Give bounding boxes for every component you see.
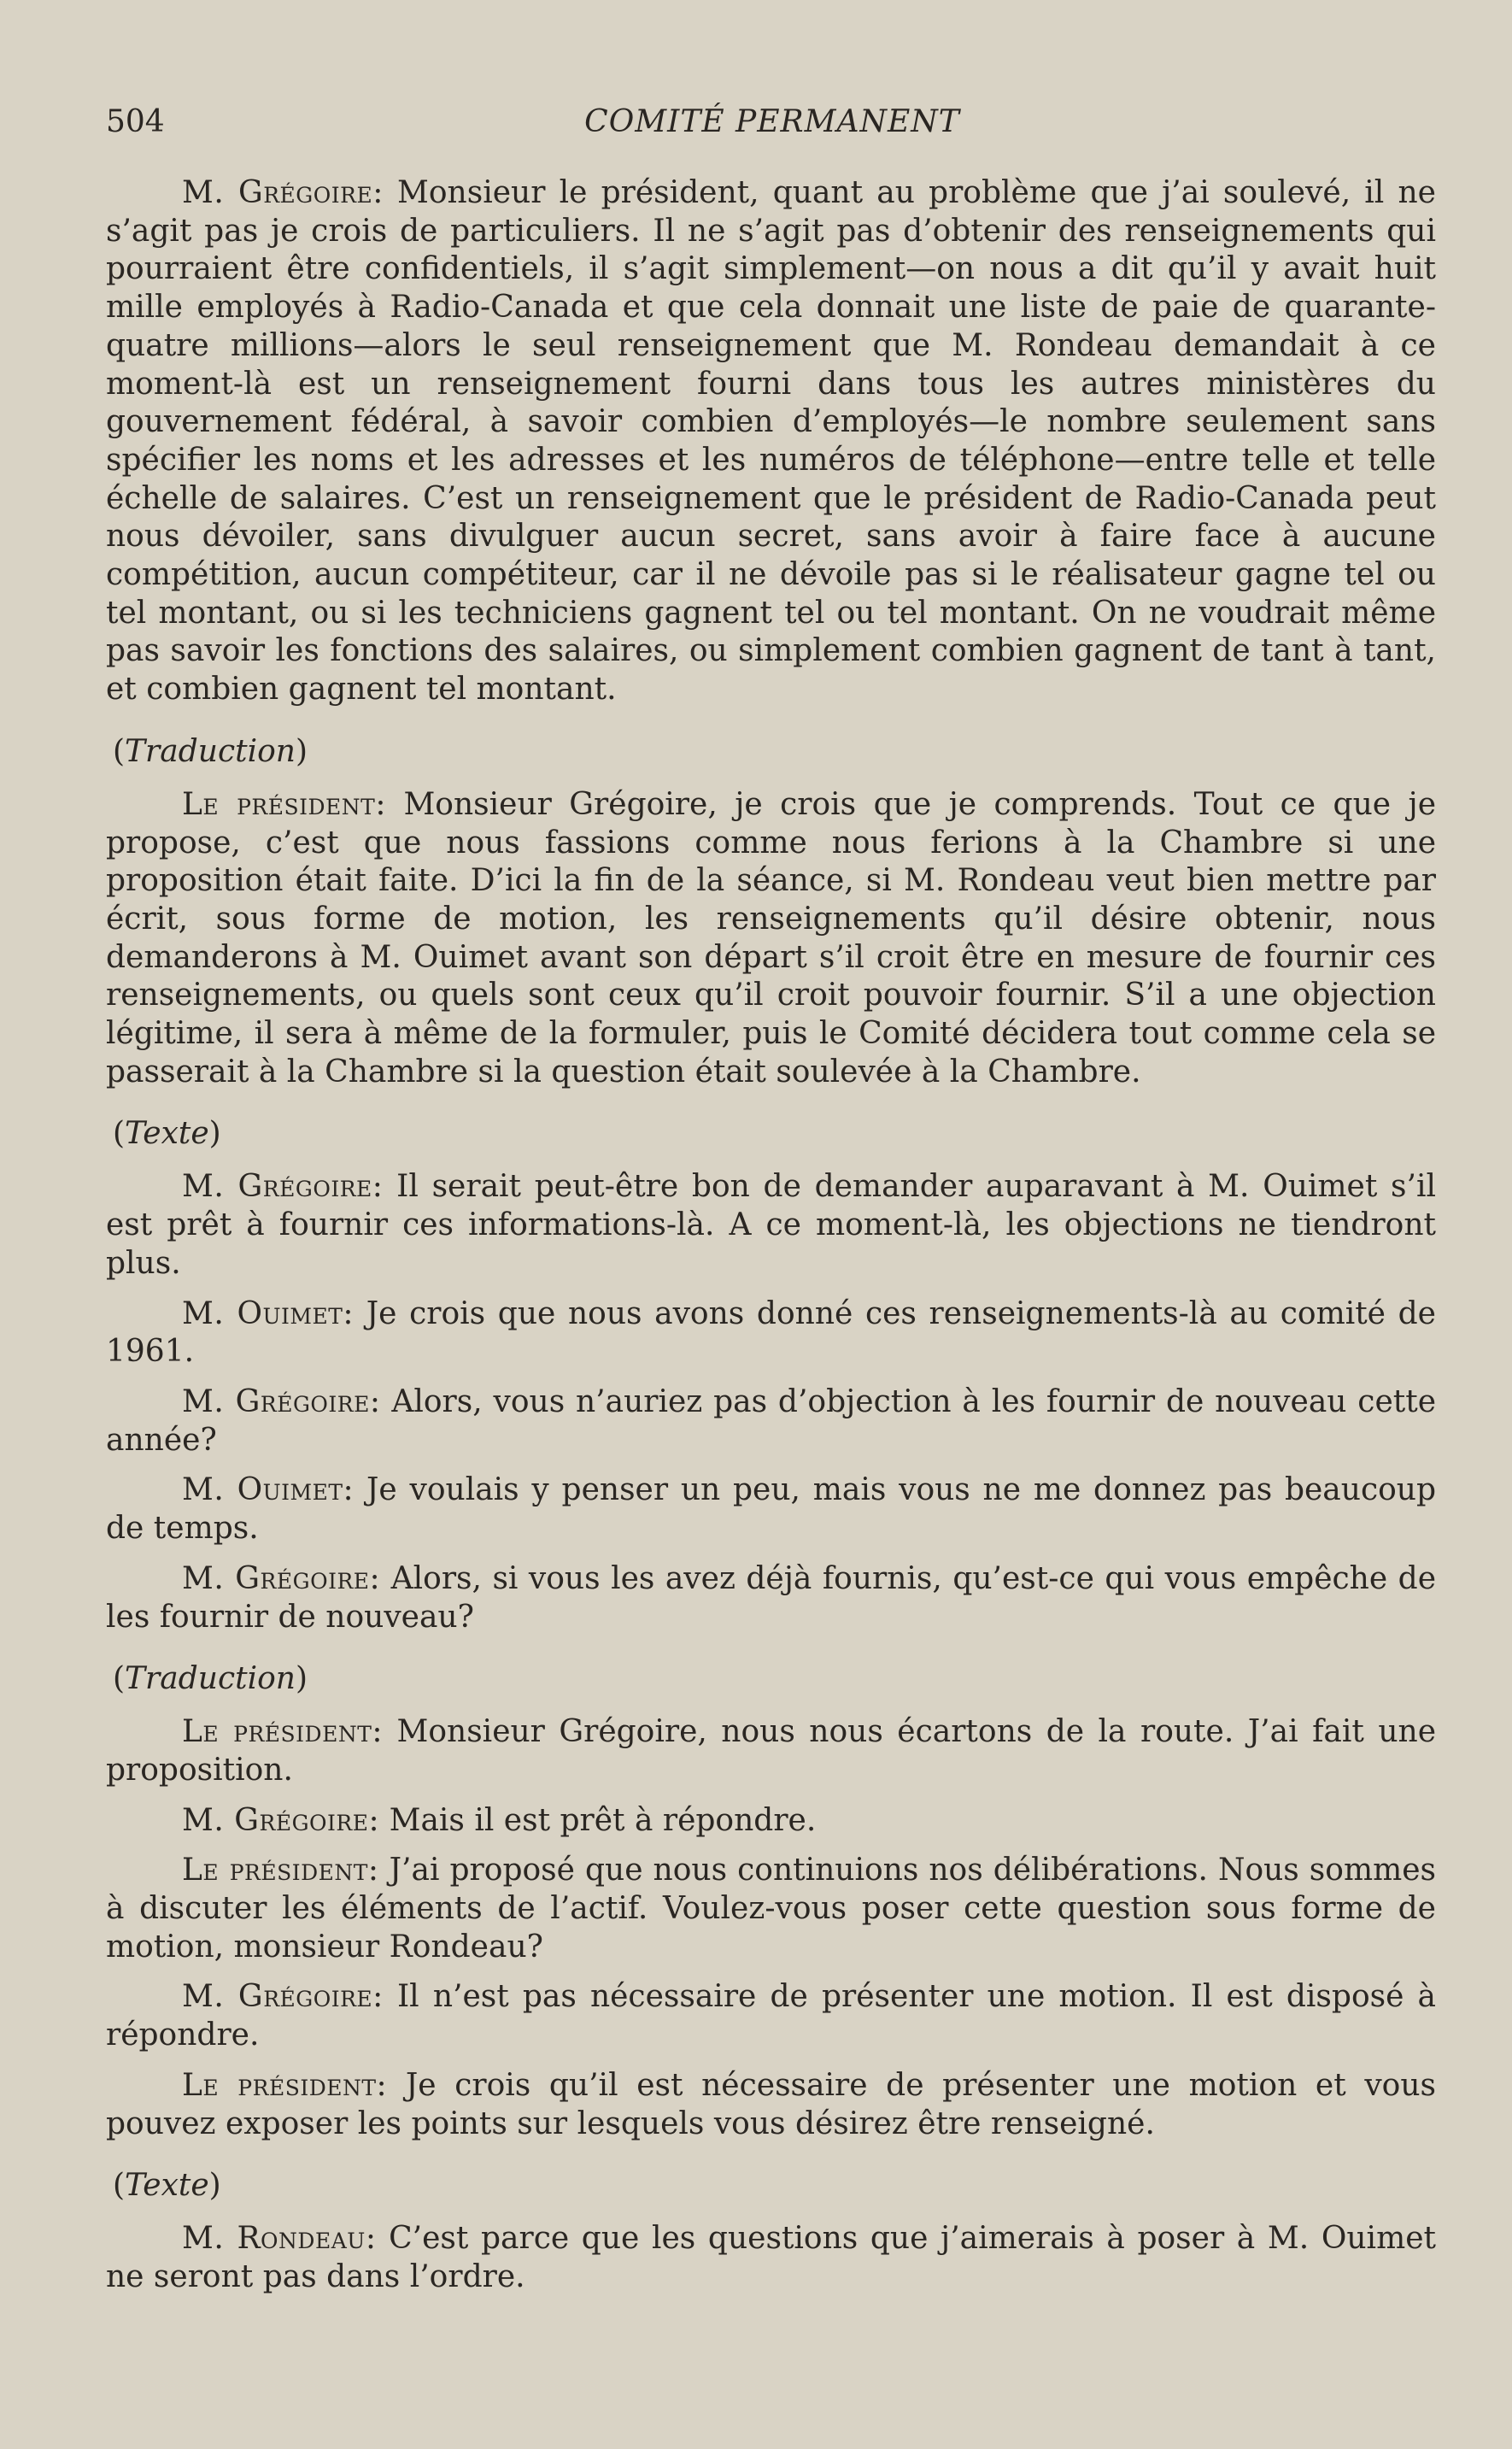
speaker-name: M. Grégoire: [182,1169,384,1205]
speaker-name: Le président: [182,1853,379,1888]
speech-text: Il serait peut-être bon de demander auparavant à M. Ouimet s’il est prêt à fournir ces informations-là. A ce moment-là, les objections ne tiendront plus. [106,1169,1436,1281]
speaker-name: M. Ouimet: [182,1295,355,1331]
speech-text: Alors, vous n’auriez pas d’objection à les fournir de nouveau cette année? [106,1383,1437,1458]
speech-text: Je crois qu’il est nécessaire de présenter une motion et vous pouvez exposer les points sur lesquels vous désirez être renseigné. [106,2067,1437,2141]
speaker-name: M. Grégoire: [182,1560,381,1596]
speech-text: C’est parce que les questions que j’aimerais à poser à M. Ouimet ne seront pas dans l’ordre. [106,2221,1436,2294]
speaker-name: M. Grégoire: [182,1383,381,1419]
speech-paragraph [106,1295,1436,1371]
speech-paragraph [106,1383,1436,1459]
section-marker: (Traduction) [113,1661,308,1697]
speech-paragraph [106,1560,1436,1636]
section-marker: (Traduction) [113,733,308,769]
speaker-name: M. Grégoire: [182,1979,384,2015]
page-header [106,101,1439,144]
section-marker-label: Texte [125,2168,209,2204]
speech-text: Il n’est pas nécessaire de présenter une motion. Il est disposé à répondre. [106,1979,1436,2053]
section-marker: (Texte) [113,1116,221,1152]
speech-text: Mais il est prêt à répondre. [389,1802,817,1838]
section-marker: (Texte) [113,2168,221,2204]
speaker-name: Le président: [182,2067,388,2103]
speaker-name: M. Ouimet: [182,1472,355,1508]
speech-text: Je voulais y penser un peu, mais vous ne me donnez pas beaucoup de temps. [106,1472,1437,1547]
speech-text: Monsieur le président, quant au problème que j’ai soulevé, il ne s’agit pas je crois de particuliers. Il ne s’agit pas d’obtenir des renseignements qui pourraient être confidentiels, il s’agit simplement—on nous a dit qu’il y avait huit mille employés à Radio-Canada et que cela donnait une liste de paie de quarante-quatre millions—alors le seul renseignement que M. Rondeau demandait à ce moment-là est un renseignement fourni dans tous les autres ministères du gouvernement fédéral, à savoir combien d’employés—le nombre seulement sans spécifier les noms et les adresses et les numéros de téléphone—entre telle et telle échelle de salaires. C’est un renseignement que le président de Radio-Canada peut nous dévoiler, sans divulguer aucun secret, sans avoir à faire face à aucune compétition, aucun compétiteur, car il ne dévoile pas si le réalisateur gagne tel ou tel montant, ou si les techniciens gagnent tel ou tel montant. On ne voudrait même pas savoir les fonctions des salaires, ou simplement combien gagnent de tant à tant, et combien gagnent tel montant. [106,175,1436,708]
speech-paragraph [106,174,1436,709]
speech-paragraph [106,2220,1436,2296]
speaker-name: Le président: [182,786,386,822]
speaker-name: M. Grégoire: [182,175,384,210]
speech-paragraph [106,1978,1436,2054]
speech-paragraph [106,1852,1436,1966]
speech-paragraph [106,786,1436,1092]
speech-text: Monsieur Grégoire, nous nous écartons de la route. J’ai fait une proposition. [106,1714,1436,1788]
speech-text: Alors, si vous les avez déjà fournis, qu’est-ce qui vous empêche de les fournir de nouveau? [106,1560,1436,1635]
speech-paragraph [106,1713,1436,1789]
speech-paragraph [106,1802,1436,1841]
speech-text: Je crois que nous avons donné ces renseignements-là au comité de 1961. [106,1295,1436,1370]
section-marker-label: Texte [125,1116,209,1152]
page-number: 504 [106,104,165,139]
speech-paragraph [106,1471,1436,1548]
speaker-name: M. Grégoire: [182,1802,380,1838]
speech-text: Monsieur Grégoire, je crois que je comprends. Tout ce que je propose, c’est que nous fassions comme nous ferions à la Chambre si une proposition était faite. D’ici la fin de la séance, si M. Rondeau veut bien mettre par écrit, sous forme de motion, les renseignements qu’il désire obtenir, nous demanderons à M. Ouimet avant son départ s’il croit être en mesure de fournir ces renseignements, ou quels sont ceux qu’il croit pouvoir fournir. S’il a une objection légitime, il sera à même de la formuler, puis le Comité décidera tout comme cela se passerait à la Chambre si la question était soulevée à la Chambre. [106,786,1436,1089]
speech-text: J’ai proposé que nous continuions nos délibérations. Nous sommes à discuter les éléments de l’actif. Voulez-vous poser cette question sous forme de motion, monsieur Rondeau? [106,1853,1437,1964]
running-head: COMITÉ PERMANENT [584,104,960,139]
speech-paragraph [106,1168,1436,1283]
section-marker-label: Traduction [125,733,296,769]
speaker-name: M. Rondeau: [182,2221,377,2257]
speaker-name: Le président: [182,1714,383,1750]
body-text [106,174,1436,2297]
section-marker-label: Traduction [125,1661,296,1697]
speech-paragraph [106,2067,1436,2143]
